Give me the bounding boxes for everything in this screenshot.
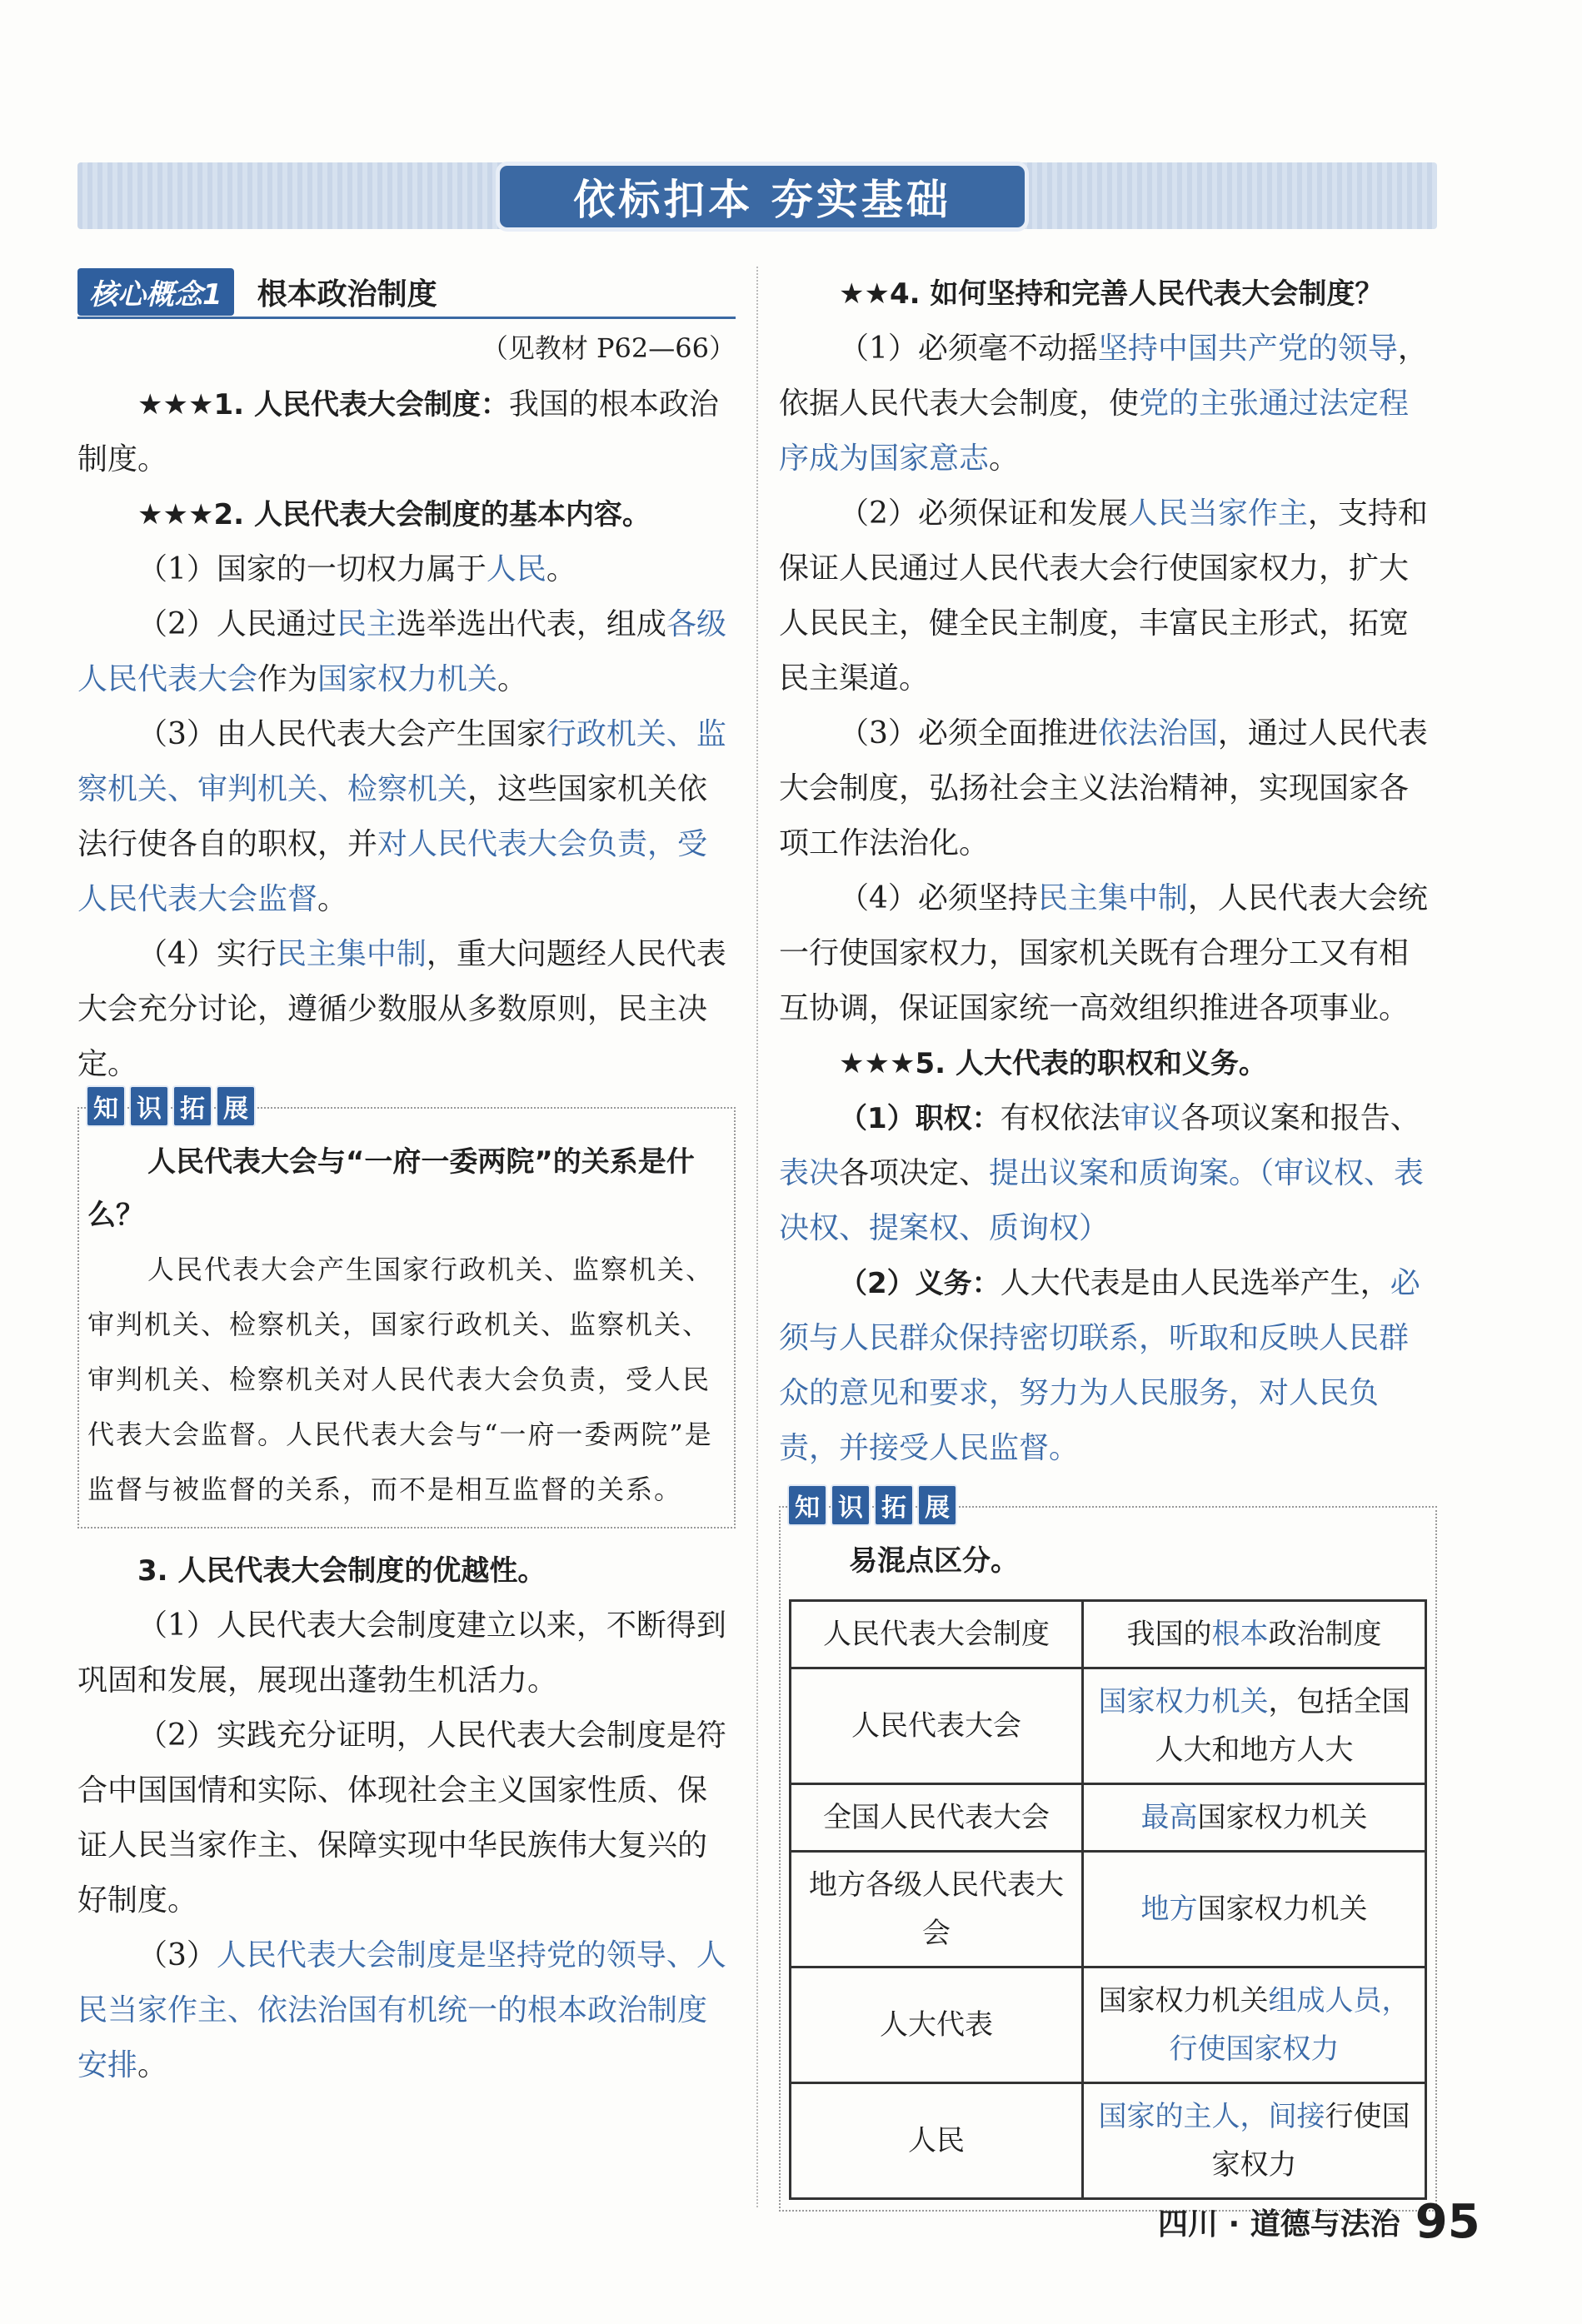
table-cell: 人大代表 [791,1967,1083,2083]
point-2-item-4: （4）实行民主集中制，重大问题经人民代表大会充分讨论，遵循少数服从多数原则，民主决定。 [77,937,726,1081]
table-row [791,2083,1426,2199]
table-cell: 全国人民代表大会 [791,1784,1083,1852]
point-1: ★★★1. 人民代表大会制度：我国的根本政治制度。 [77,387,719,476]
extension-question: 人民代表大会与“一府一委两院”的关系是什么？ [87,1145,695,1232]
point-2-heading: ★★★2. 人民代表大会制度的基本内容。 [137,498,651,531]
textbook-reference: （见教材 P62—66） [481,332,736,364]
table-cell: 地方各级人民代表大会 [791,1852,1083,1967]
table-cell: 国家的主人，间接行使国家权力 [1082,2083,1425,2199]
table-cell: 我国的根本政治制度 [1082,1601,1425,1668]
table-cell: 人民代表大会 [791,1668,1083,1784]
knowledge-extension-tag: 知 识 拓 展 [86,1085,256,1127]
table-cell: 最高国家权力机关 [1082,1784,1425,1852]
right-column [779,267,1437,2227]
table-cell: 国家权力机关组成人员，行使国家权力 [1082,1967,1425,2083]
table-row [791,1967,1426,2083]
point-3-item-1: （1）人民代表大会制度建立以来，不断得到巩固和发展，展现出蓬勃生机活力。 [77,1608,726,1698]
point-2-item-1: （1）国家的一切权力属于人民。 [137,552,576,586]
knowledge-extension-tag-2: 知 识 拓 展 [787,1484,957,1526]
concept-title: 根本政治制度 [257,277,437,312]
table-row [791,1601,1426,1668]
knowledge-extension-box [77,1095,736,1529]
left-column [77,267,736,2093]
point-5-heading: ★★★5. 人大代表的职权和义务。 [839,1047,1267,1080]
extension-heading: 易混点区分。 [849,1544,1019,1578]
point-2-item-2: （2）人民通过民主选举选出代表，组成各级人民代表大会作为国家权力机关。 [77,607,726,696]
point-4-item-4: （4）必须坚持民主集中制，人民代表大会统一行使国家权力，国家机关既有合理分工又有相互协调，保证国家统一高效组织推进各项事业。 [779,881,1428,1025]
table-row [791,1852,1426,1967]
point-5-item-1: （1）职权：有权依法审议各项议案和报告、表决各项决定、提出议案和质询案。（审议权、表决权、提案权、质询权） [779,1101,1425,1245]
table-cell: 人民 [791,2083,1083,2199]
concept-header [77,267,736,319]
point-4-item-2: （2）必须保证和发展人民当家作主，支持和保证人民通过人民代表大会行使国家权力，扩大人民民主，健全民主制度，丰富民主形式，拓宽民主渠道。 [779,496,1428,696]
footer-region-subject: 四川 · 道德与法治 [1158,2207,1400,2242]
comparison-table [789,1599,1427,2200]
point-4-heading: ★★4. 如何坚持和完善人民代表大会制度？ [839,277,1384,311]
point-3-item-3: （3）人民代表大会制度是坚持党的领导、人民当家作主、依法治国有机统一的根本政治制度安排。 [77,1938,726,2082]
concept-tag: 核心概念1 [77,268,234,316]
extension-answer: 人民代表大会产生国家行政机关、监察机关、审判机关、检察机关，国家行政机关、监察机关、审判机关、检察机关对人民代表大会负责，受人民代表大会监督。人民代表大会与“一府一委两院”是监督与被监督的关系，而不是相互监督的关系。 [87,1254,715,1505]
table-cell: 国家权力机关，包括全国人大和地方人大 [1082,1668,1425,1784]
table-row [791,1668,1426,1784]
point-3-item-2: （2）实践充分证明，人民代表大会制度是符合中国国情和实际、体现社会主义国家性质、保证人民当家作主、保障实现中华民族伟大复兴的好制度。 [77,1718,726,1918]
point-4-item-3: （3）必须全面推进依法治国，通过人民代表大会制度，弘扬社会主义法治精神，实现国家各项工作法治化。 [779,716,1428,860]
page-number: 95 [1415,2195,1480,2249]
point-4-item-1: （1）必须毫不动摇坚持中国共产党的领导，依据人民代表大会制度，使党的主张通过法定程序成为国家意志。 [779,332,1428,476]
column-divider [756,267,758,2207]
page-footer [1158,2195,1480,2249]
table-row [791,1784,1426,1852]
point-2-item-3: （3）由人民代表大会产生国家行政机关、监察机关、审判机关、检察机关，这些国家机关依法行使各自的职权，并对人民代表大会负责，受人民代表大会监督。 [77,717,726,916]
point-5-item-2: （2）义务：人大代表是由人民选举产生，必须与人民群众保持密切联系，听取和反映人民群众的意见和要求，努力为人民服务，对人民负责，并接受人民监督。 [779,1266,1420,1465]
table-cell: 地方国家权力机关 [1082,1852,1425,1967]
point-3-heading: 3. 人民代表大会制度的优越性。 [137,1554,546,1588]
table-cell: 人民代表大会制度 [791,1601,1083,1668]
banner-title: 依标扣本 夯实基础 [496,162,1029,232]
knowledge-extension-box-2 [779,1494,1437,2212]
